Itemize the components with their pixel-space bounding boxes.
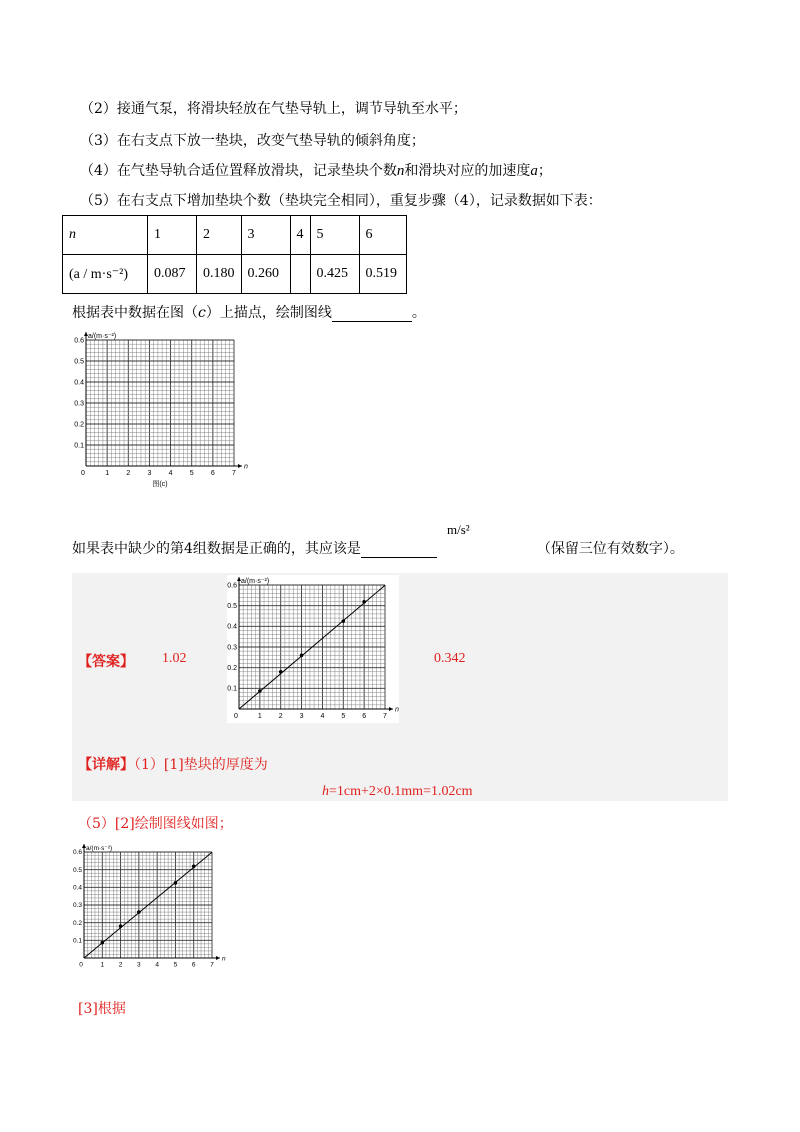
table-cell: 0.260: [241, 255, 290, 294]
table-row: [63, 255, 407, 294]
x-tick-label: 4: [155, 961, 159, 969]
step-5: （5）在右支点下增加垫块个数（垫块完全相同），重复步骤（4），记录数据如下表：: [80, 193, 602, 209]
x-tick-label: 5: [173, 961, 178, 969]
thickness-formula: h=1cm+2×0.1mm=1.02cm: [322, 784, 473, 799]
table-cell: 3: [241, 216, 290, 255]
y-tick-label: 0.4: [74, 379, 84, 387]
step5-answer-text: （5）[2]绘制图线如图；: [78, 816, 233, 832]
blank-graph-c: [62, 322, 262, 500]
draw-prompt: 根据表中数据在图（c）上描点，绘制图线 。: [72, 305, 426, 321]
y-tick-label: 0.1: [74, 442, 84, 450]
table-cell: 5: [310, 216, 359, 255]
missing-question: 如果表中缺少的第4组数据是正确的，其应该是 （保留三位有效数字）。: [72, 541, 684, 557]
x-tick-label: 6: [362, 713, 367, 720]
y-tick-label: 0.1: [227, 685, 237, 693]
var-a: a: [530, 163, 538, 179]
x-tick-label: 7: [383, 713, 387, 720]
table-cell: 4: [290, 216, 310, 255]
data-point: [137, 910, 141, 914]
table-row: [63, 216, 407, 255]
y-axis-label: a/(m·s⁻²): [241, 578, 270, 585]
x-axis-arrow: [389, 707, 393, 711]
x-tick-label: 2: [126, 470, 131, 477]
x-tick-label: 4: [168, 470, 173, 477]
y-tick-label: 0.3: [227, 644, 237, 652]
answer-graph-2: [62, 840, 242, 975]
table-cell: [290, 255, 310, 294]
table-header-a: (a / m·s⁻²): [63, 255, 148, 294]
answer-graph: [219, 575, 399, 723]
x-tick-label: 0: [81, 470, 85, 477]
x-axis-label: n: [222, 955, 226, 963]
x-tick-label: 2: [118, 961, 123, 969]
x-tick-label: 1: [100, 961, 105, 969]
y-tick-label: 0.3: [74, 400, 84, 408]
x-tick-label: 5: [341, 713, 346, 720]
data-table: [62, 215, 407, 294]
x-tick-label: 1: [257, 713, 262, 720]
x-axis-arrow: [216, 956, 220, 960]
y-tick-label: 0.2: [227, 665, 237, 672]
data-point: [341, 619, 345, 623]
data-point: [362, 600, 366, 604]
step-4: （4）在气垫导轨合适位置释放滑块，记录垫块个数n和滑块对应的加速度a；: [80, 163, 552, 179]
step-3: （3）在右支点下放一垫块，改变气垫导轨的倾斜角度；: [80, 133, 425, 149]
data-point: [258, 689, 262, 693]
y-tick-label: 0.4: [227, 623, 237, 631]
x-tick-label: 2: [278, 713, 283, 720]
y-tick-label: 0.5: [74, 358, 84, 366]
y-tick-label: 0.4: [72, 884, 82, 892]
data-point: [100, 941, 104, 945]
x-tick-label: 6: [191, 961, 196, 969]
table-cell: 1: [148, 216, 197, 255]
data-point: [279, 670, 283, 674]
y-tick-label: 0.3: [72, 902, 82, 910]
table-cell: 0.425: [310, 255, 359, 294]
unit-label: m/s²: [447, 522, 470, 537]
figure-caption: 图(c): [152, 481, 168, 488]
x-tick-label: 1: [105, 470, 110, 477]
x-tick-label: 0: [79, 961, 83, 969]
table-cell: 0.519: [359, 255, 406, 294]
var-n: n: [396, 163, 405, 179]
answer-value-1: 1.02: [162, 651, 187, 666]
table-cell: 0.087: [148, 255, 197, 294]
x-tick-label: 6: [210, 470, 215, 477]
answer-blank: [361, 541, 437, 558]
x-tick-label: 5: [189, 470, 194, 477]
y-tick-label: 0.6: [74, 337, 84, 345]
table-cell: 2: [197, 216, 242, 255]
x-tick-label: 3: [137, 961, 141, 969]
table-cell: 0.180: [197, 255, 242, 294]
y-tick-label: 0.5: [227, 603, 237, 610]
data-point: [192, 865, 196, 869]
table-cell: 6: [359, 216, 406, 255]
step-2: （2）接通气泵，将滑块轻放在气垫导轨上，调节导轨至水平；: [80, 101, 467, 117]
data-point: [119, 924, 123, 928]
x-tick-label: 7: [232, 470, 236, 477]
y-axis-label: a/(m·s⁻²): [88, 333, 117, 340]
answer-blank: [332, 305, 412, 322]
detail-label: 【详解】: [78, 757, 134, 773]
table-header-n: n: [69, 227, 76, 242]
data-point: [174, 881, 178, 885]
y-tick-label: 0.5: [72, 866, 82, 874]
x-tick-label: 0: [234, 713, 238, 720]
x-axis-label: n: [244, 463, 248, 471]
answer-value-2: 0.342: [434, 651, 466, 666]
y-tick-label: 0.6: [72, 849, 82, 857]
step3-answer-text: [3]根据: [78, 1001, 126, 1017]
x-axis-label: n: [395, 706, 399, 714]
x-tick-label: 4: [320, 713, 325, 720]
y-tick-label: 0.2: [72, 919, 82, 927]
y-axis-label: a/(m·s⁻²): [86, 845, 113, 852]
data-point: [300, 653, 304, 657]
x-tick-label: 3: [147, 470, 152, 477]
y-tick-label: 0.6: [227, 582, 237, 590]
x-tick-label: 3: [299, 713, 304, 720]
x-tick-label: 7: [210, 961, 214, 969]
y-tick-label: 0.2: [74, 421, 84, 429]
y-tick-label: 0.1: [72, 937, 82, 945]
detail-line: 【详解】（1）[1]垫块的厚度为: [78, 757, 268, 773]
x-axis-arrow: [238, 464, 242, 468]
answer-label: 【答案】: [78, 654, 134, 670]
